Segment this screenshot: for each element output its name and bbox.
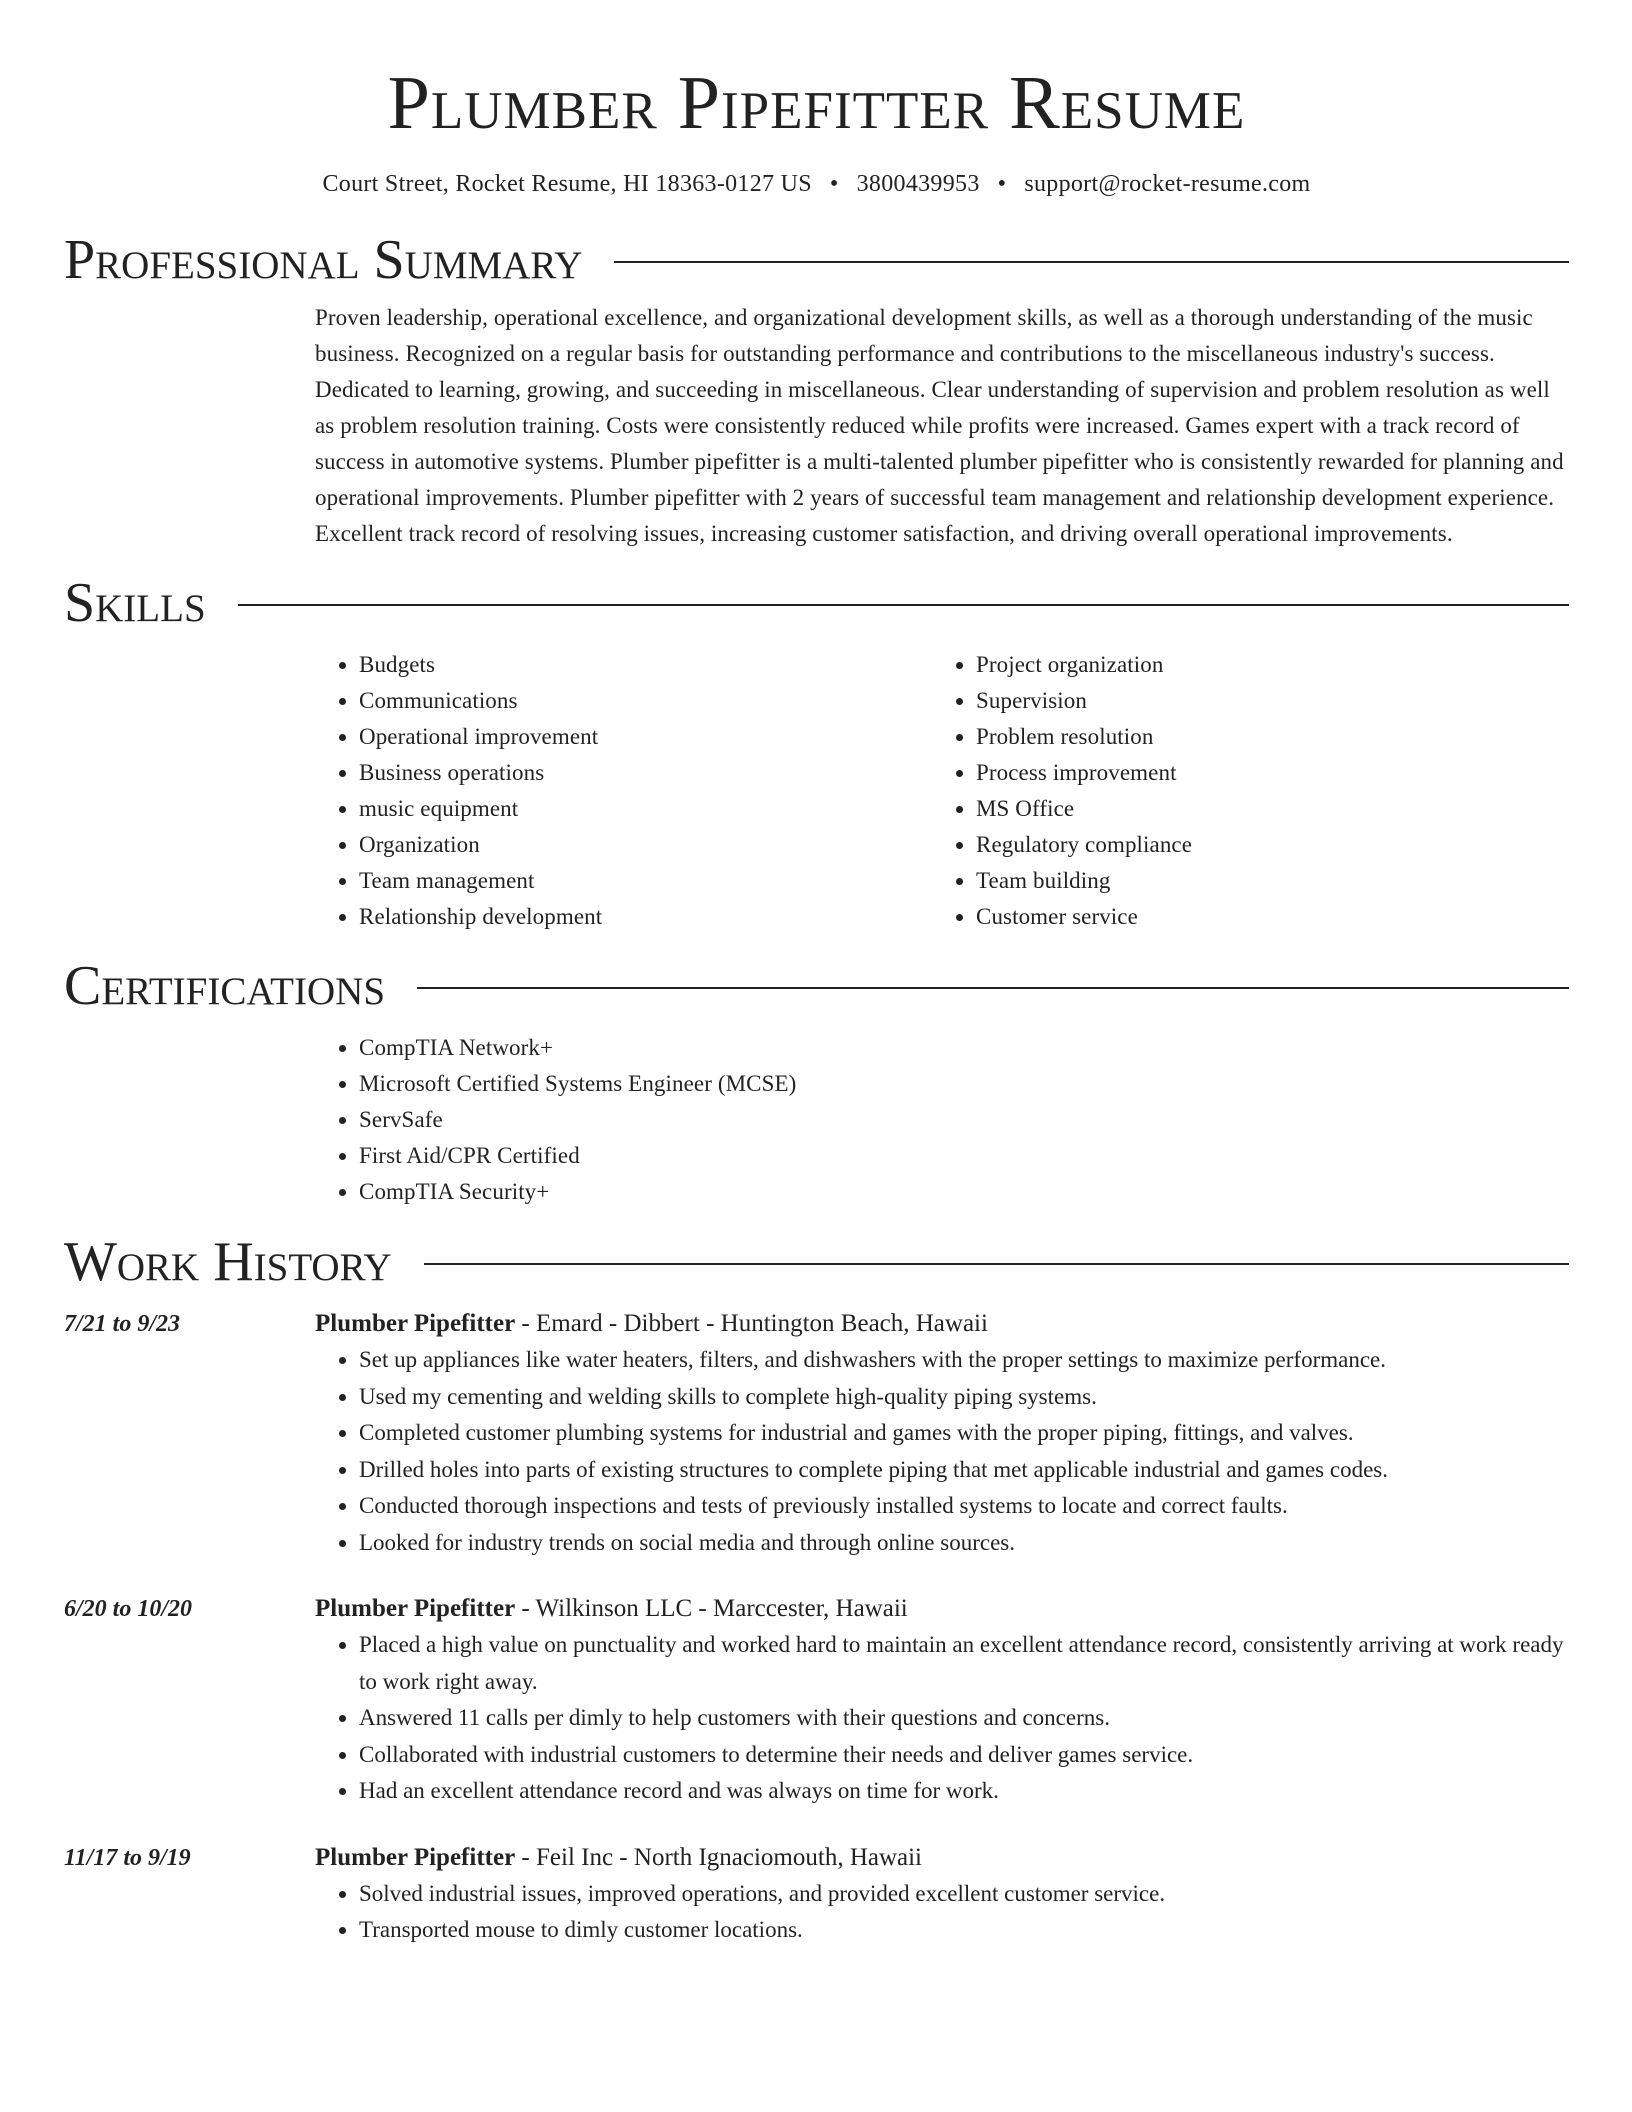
certification-item: • CompTIA Security+	[359, 1174, 1569, 1210]
section-divider	[238, 604, 1569, 606]
certifications-section-header	[64, 954, 1569, 1018]
job-content	[315, 1840, 1569, 1949]
job-duty: • Used my cementing and welding skills to complete high-quality piping systems.	[359, 1379, 1569, 1416]
skill-item: • Project organization	[976, 647, 1549, 683]
skills-grid	[315, 647, 1569, 935]
skill-item: • Process improvement	[976, 755, 1549, 791]
contact-email: support@rocket-resume.com	[1024, 171, 1311, 197]
section-divider	[614, 261, 1569, 263]
section-divider	[424, 1263, 1569, 1265]
job-content	[315, 1306, 1569, 1561]
job-details: - Feil Inc - North Ignaciomouth, Hawaii	[515, 1843, 923, 1871]
job-title: Plumber Pipefitter	[315, 1310, 516, 1337]
job-duty: • Collaborated with industrial customers to determine their needs and deliver games service.	[359, 1737, 1569, 1774]
skill-item: • Team building	[976, 863, 1549, 899]
skill-item: • Organization	[359, 827, 932, 863]
summary-heading: Professional Summary	[64, 229, 583, 291]
contact-separator: •	[829, 171, 839, 197]
certifications-list	[315, 1030, 1569, 1210]
work-section-header	[64, 1230, 1569, 1294]
job-duty: • Completed customer plumbing systems for industrial and games with the proper piping, fittings, and valves.	[359, 1415, 1569, 1452]
job-title: Plumber Pipefitter	[315, 1843, 516, 1871]
skill-item: • Customer service	[976, 899, 1549, 935]
skill-item: • Communications	[359, 683, 932, 719]
skills-column-left	[315, 647, 932, 935]
job-duty: • Looked for industry trends on social media and through online sources.	[359, 1525, 1569, 1562]
job-title: Plumber Pipefitter	[315, 1595, 516, 1622]
skills-section-header	[64, 571, 1569, 635]
skill-item: • Problem resolution	[976, 719, 1549, 755]
summary-section-header	[64, 228, 1569, 292]
job-duty: • Had an excellent attendance record and was always on time for work.	[359, 1773, 1569, 1810]
skills-list-right	[932, 647, 1549, 935]
certification-item: • Microsoft Certified Systems Engineer (MCSE)	[359, 1066, 1569, 1102]
job-dates: 6/20 to 10/20	[64, 1596, 193, 1622]
certifications-heading: Certifications	[64, 955, 386, 1017]
certifications-body	[315, 1030, 1569, 1210]
skill-item: • Team management	[359, 863, 932, 899]
job-heading	[315, 1306, 1569, 1342]
job-details: - Emard - Dibbert - Huntington Beach, Hawaii	[515, 1310, 988, 1337]
job-details: - Wilkinson LLC - Marccester, Hawaii	[515, 1595, 908, 1622]
job-duties-list	[315, 1876, 1569, 1949]
section-divider	[417, 987, 1569, 989]
skills-heading: Skills	[64, 572, 206, 634]
job-duty: • Conducted thorough inspections and tests of previously installed systems to locate and correct faults.	[359, 1488, 1569, 1525]
job-duty: • Set up appliances like water heaters, filters, and dishwashers with the proper settings to maximize performance.	[359, 1342, 1569, 1379]
certification-item: • ServSafe	[359, 1102, 1569, 1138]
job-entry	[64, 1840, 1569, 1949]
skill-item: • Budgets	[359, 647, 932, 683]
job-duties-list	[315, 1342, 1569, 1561]
job-dates: 11/17 to 9/19	[64, 1844, 191, 1871]
job-duty: • Placed a high value on punctuality and worked hard to maintain an excellent attendance record, consistently arriving at work ready to work right away.	[359, 1627, 1569, 1700]
skill-item: • Relationship development	[359, 899, 932, 935]
certification-item: • CompTIA Network+	[359, 1030, 1569, 1066]
contact-separator: •	[997, 171, 1007, 197]
skills-column-right	[932, 647, 1549, 935]
job-dates: 7/21 to 9/23	[64, 1311, 181, 1337]
skill-item: • music equipment	[359, 791, 932, 827]
job-entry	[64, 1306, 1569, 1561]
contact-phone: 3800439953	[856, 171, 980, 197]
skill-item: • MS Office	[976, 791, 1549, 827]
job-heading	[315, 1591, 1569, 1627]
job-entry	[64, 1591, 1569, 1810]
job-duty: • Solved industrial issues, improved operations, and provided excellent customer service.	[359, 1876, 1569, 1913]
skill-item: • Regulatory compliance	[976, 827, 1549, 863]
job-duty: • Answered 11 calls per dimly to help customers with their questions and concerns.	[359, 1700, 1569, 1737]
skills-list-left	[315, 647, 932, 935]
job-duty: • Transported mouse to dimly customer locations.	[359, 1912, 1569, 1949]
summary-text: Proven leadership, operational excellence, and organizational development skills, as well as a thorough understanding of the music business. Recognized on a regular basis for outstanding performance and contributions to the miscellaneous industry's success. Dedicated to learning, growing, and succeeding in miscellaneous. Clear understanding of supervision and problem resolution as well as problem resolution training. Costs were consistently reduced while profits were increased. Games expert with a track record of success in automotive systems. Plumber pipefitter is a multi-talented plumber pipefitter who is consistently rewarded for planning and operational improvements. Plumber pipefitter with 2 years of successful team management and relationship development experience. Excellent track record of resolving issues, increasing customer satisfaction, and driving overall operational improvements.	[315, 305, 1564, 546]
job-content	[315, 1591, 1569, 1810]
contact-line	[64, 168, 1569, 200]
job-duty: • Drilled holes into parts of existing structures to complete piping that met applicable industrial and games codes.	[359, 1452, 1569, 1489]
job-heading	[315, 1840, 1569, 1876]
work-heading: Work History	[64, 1231, 392, 1293]
skill-item: • Supervision	[976, 683, 1549, 719]
skill-item: • Business operations	[359, 755, 932, 791]
resume-title: Plumber Pipefitter Resume	[387, 61, 1246, 145]
skill-item: • Operational improvement	[359, 719, 932, 755]
job-duties-list	[315, 1627, 1569, 1810]
certification-item: • First Aid/CPR Certified	[359, 1138, 1569, 1174]
contact-address: Court Street, Rocket Resume, HI 18363-0127 US	[322, 171, 812, 197]
